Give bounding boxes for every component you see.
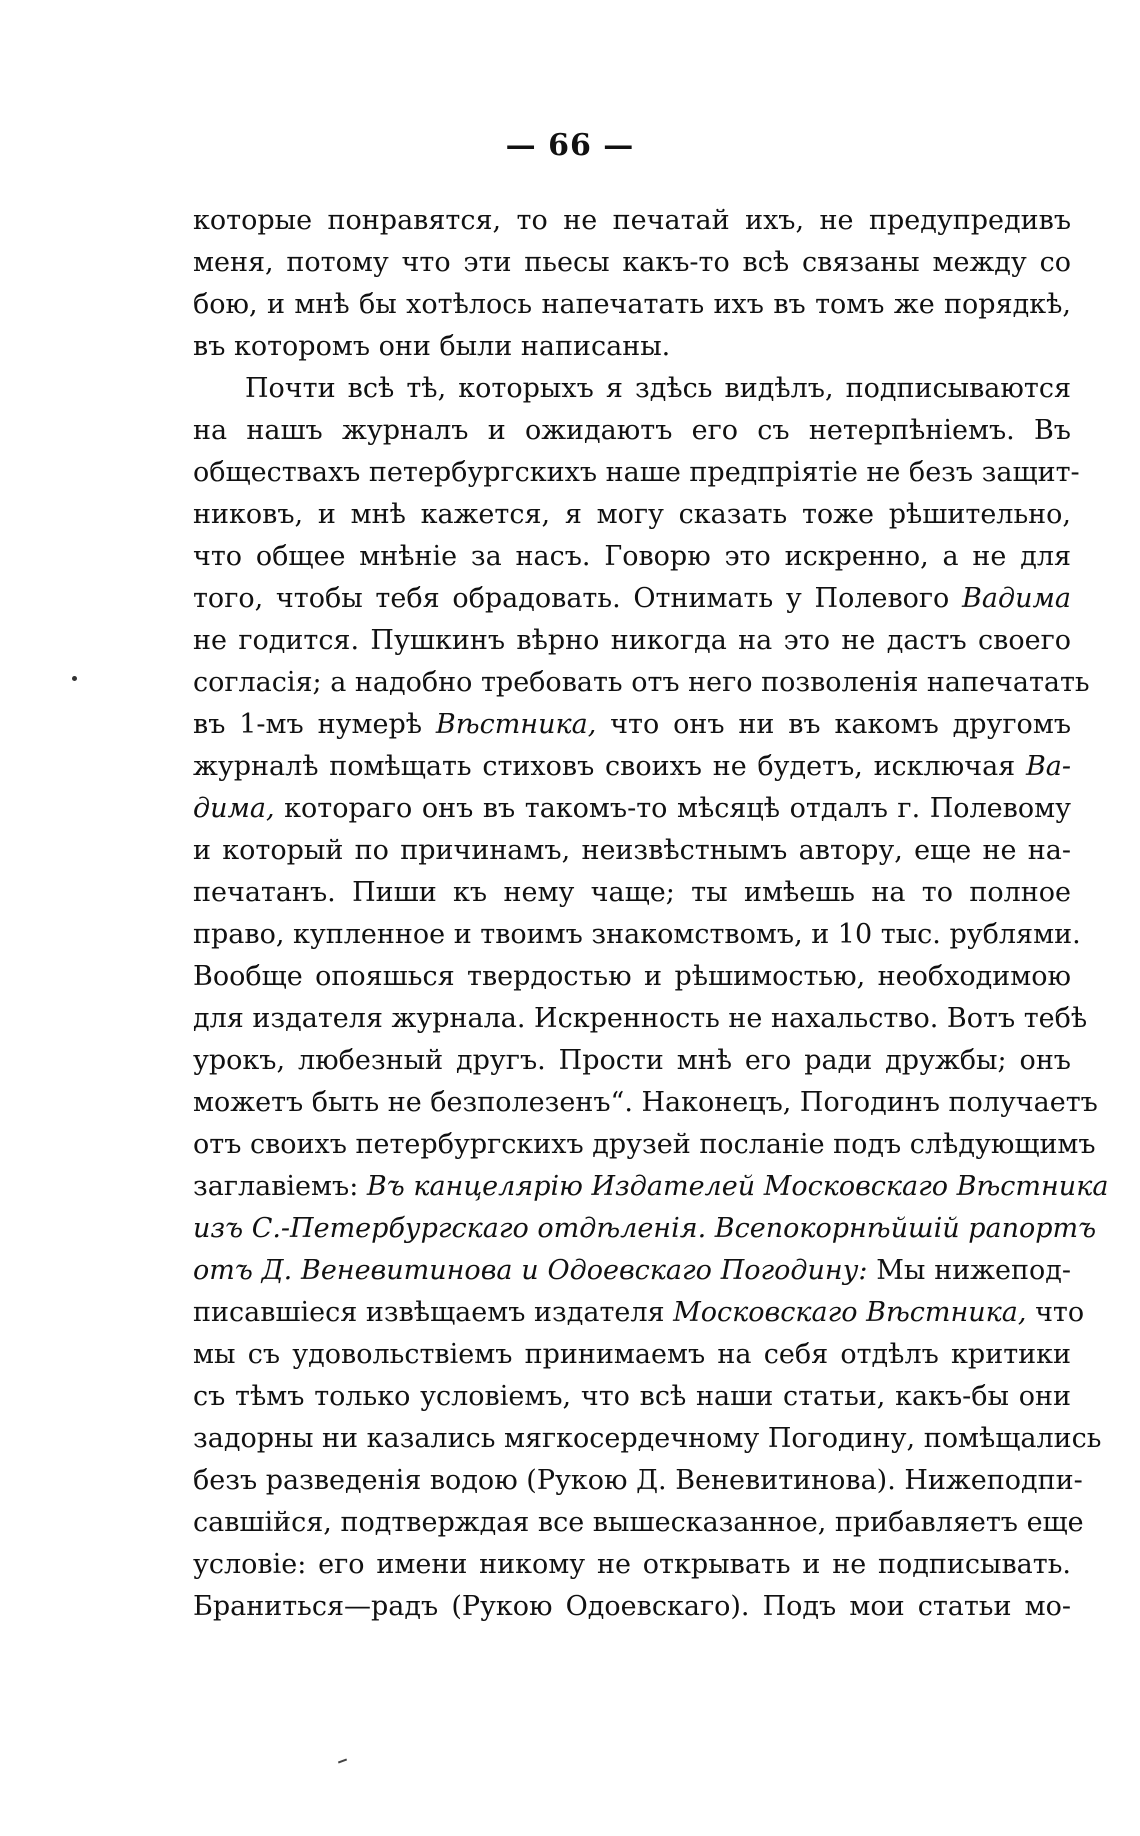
text-line: которые понравятся, то не печатай ихъ, не предупредивъ xyxy=(193,205,1071,236)
text-line: урокъ, любезный другъ. Прости мнѣ его ради дружбы; онъ xyxy=(193,1045,1071,1076)
text-line xyxy=(193,1166,1109,1208)
text-segment: журналѣ помѣщать стиховъ своихъ не будетъ, исключая xyxy=(193,751,1016,782)
text-line: что общее мнѣніе за насъ. Говорю это искренно, а не для xyxy=(193,541,1071,572)
italic-title: Московскаго Вѣстника, xyxy=(673,1297,1027,1328)
text-line: обществахъ петербургскихъ наше предпріятіе не безъ защит- xyxy=(193,457,1080,488)
text-line: согласія; а надобно требовать отъ него позволенія напечатать xyxy=(193,667,1090,698)
text-segment: заглавіемъ: xyxy=(193,1171,359,1202)
text-line: савшійся, подтверждая все вышесказанное, прибавляетъ еще xyxy=(193,1507,1084,1538)
text-segment: что онъ ни въ какомъ другомъ xyxy=(610,709,1071,740)
text-line: можетъ быть не безполезенъ“. Наконецъ, Погодинъ получаетъ xyxy=(193,1087,1098,1118)
text-line: отъ своихъ петербургскихъ друзей посланіе подъ слѣдующимъ xyxy=(193,1129,1096,1160)
text-line: право, купленное и твоимъ знакомствомъ, и 10 тыс. рублями. xyxy=(193,919,1081,950)
text-line: бою, и мнѣ бы хотѣлось напечатать ихъ въ томъ же порядкѣ, xyxy=(193,289,1071,320)
body-text xyxy=(193,200,1109,1628)
text-line xyxy=(193,746,1071,788)
text-line: на нашъ журналъ и ожидаютъ его съ нетерпѣніемъ. Въ xyxy=(193,415,1071,446)
text-line: безъ разведенія водою (Рукою Д. Веневитинова). Нижеподпи- xyxy=(193,1465,1083,1496)
text-segment: что xyxy=(1035,1297,1085,1328)
text-line xyxy=(193,1292,1085,1334)
italic-title: Вѣстника, xyxy=(435,709,597,740)
text-line: Вообще опояшься твердостью и рѣшимостью, необходимою xyxy=(193,961,1071,992)
text-line: печатанъ. Пиши къ нему чаще; ты имѣешь на то полное xyxy=(193,877,1071,908)
text-line: задорны ни казались мягкосердечному Погодину, помѣщались xyxy=(193,1423,1102,1454)
text-line: никовъ, и мнѣ кажется, я могу сказать тоже рѣшительно, xyxy=(193,499,1071,530)
text-line: меня, потому что эти пьесы какъ-то всѣ связаны между со xyxy=(193,247,1071,278)
italic-title: отъ Д. Веневитинова и Одоевскаго Погодину: xyxy=(193,1255,868,1286)
italic-title: изъ С.-Петербургскаго отдѣленія. Всепокорнѣйшій рапортъ xyxy=(193,1213,1097,1244)
text-line: Почти всѣ тѣ, которыхъ я здѣсь видѣлъ, подписываются xyxy=(245,373,1071,404)
text-segment: котораго онъ въ такомъ-то мѣсяцѣ отдалъ г. Полевому xyxy=(284,793,1072,824)
text-line xyxy=(193,1208,1097,1250)
text-line: условіе: его имени никому не открывать и не подписывать. xyxy=(193,1549,1071,1580)
margin-speck-mark xyxy=(72,676,77,681)
italic-title: Ва- xyxy=(1025,751,1071,782)
text-line xyxy=(193,704,1071,746)
text-line: для издателя журнала. Искренность не нахальство. Вотъ тебѣ xyxy=(193,1003,1088,1034)
text-line: мы съ удовольствіемъ принимаемъ на себя отдѣлъ критики xyxy=(193,1339,1071,1370)
text-line: съ тѣмъ только условіемъ, что всѣ наши статьи, какъ-бы они xyxy=(193,1381,1071,1412)
text-segment: писавшіеся извѣщаемъ издателя xyxy=(193,1297,665,1328)
text-segment: въ 1-мъ нумерѣ xyxy=(193,709,423,740)
text-line xyxy=(193,1250,1071,1292)
italic-title: Вадима xyxy=(962,583,1071,614)
italic-title: дима, xyxy=(193,793,275,824)
text-line xyxy=(193,578,1071,620)
text-line: и который по причинамъ, неизвѣстнымъ автору, еще не на- xyxy=(193,835,1071,866)
italic-title: Въ канцелярію Издателей Московскаго Вѣстника xyxy=(366,1171,1109,1202)
page-number: — 66 — xyxy=(505,128,635,163)
text-segment: Мы нижепод- xyxy=(876,1255,1071,1286)
text-line: въ которомъ они были написаны. xyxy=(193,331,671,362)
text-segment: того, чтобы тебя обрадовать. Отнимать у Полевого xyxy=(193,583,950,614)
text-line: не годится. Пушкинъ вѣрно никогда на это не дастъ своего xyxy=(193,625,1071,656)
bottom-speck-mark xyxy=(338,1759,347,1764)
text-line xyxy=(193,788,1071,830)
text-line: Браниться—радъ (Рукою Одоевскаго). Подъ мои статьи мо- xyxy=(193,1591,1071,1622)
